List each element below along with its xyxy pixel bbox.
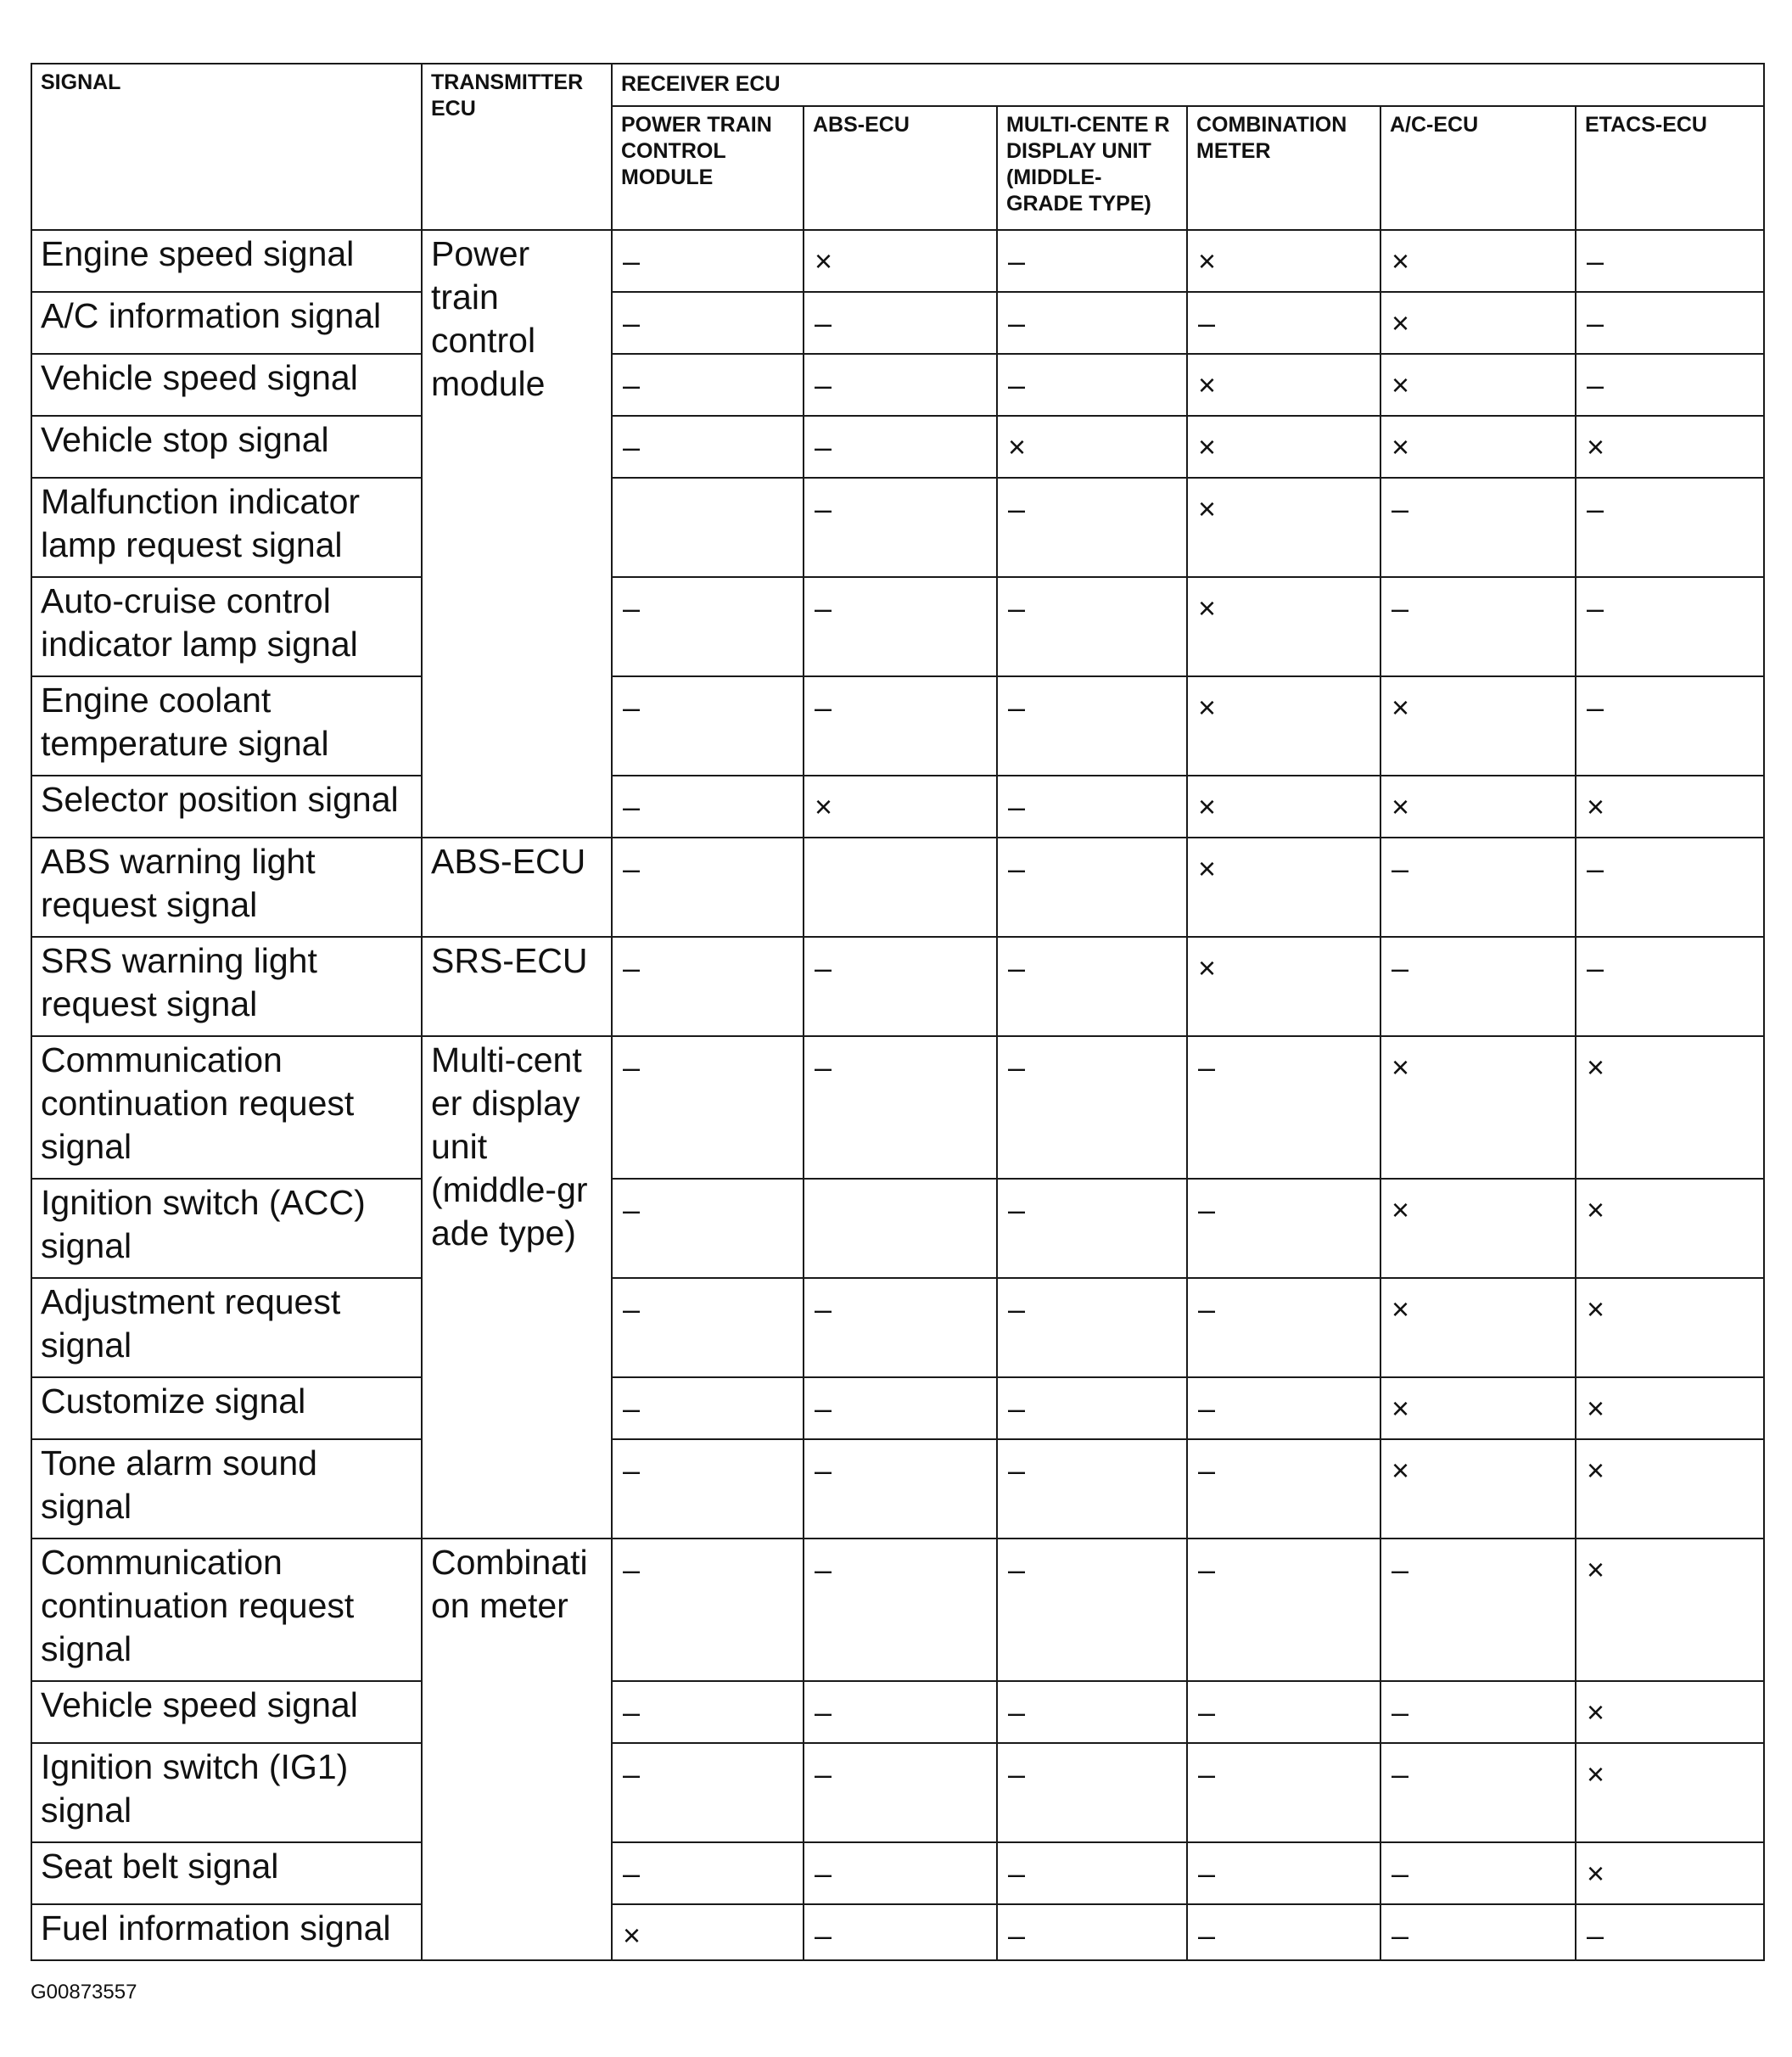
mark-cell: –: [804, 1904, 997, 1960]
mark-cell: –: [997, 1377, 1187, 1439]
mark-cell: –: [1187, 1439, 1380, 1539]
mark-cell: –: [997, 354, 1187, 416]
mark-cell: –: [1187, 1278, 1380, 1377]
mark-cell: ×: [1380, 230, 1576, 292]
mark-cell: –: [1380, 577, 1576, 676]
mark-cell: –: [612, 230, 804, 292]
mark-cell: –: [1576, 838, 1764, 937]
mark-cell: –: [804, 292, 997, 354]
signal-name: Selector position signal: [31, 776, 422, 838]
signal-name: SRS warning light request signal: [31, 937, 422, 1036]
mark-cell: –: [1380, 1842, 1576, 1904]
mark-cell: ×: [612, 1904, 804, 1960]
mark-cell: –: [1576, 1904, 1764, 1960]
mark-cell: ×: [1576, 1377, 1764, 1439]
mark-cell: –: [997, 1681, 1187, 1743]
mark-cell: –: [804, 478, 997, 577]
mark-cell: –: [1187, 1681, 1380, 1743]
mark-cell: ×: [1576, 1842, 1764, 1904]
table-row: [31, 1681, 1764, 1743]
mark-cell: ×: [1380, 354, 1576, 416]
signal-name: Ignition switch (ACC) signal: [31, 1179, 422, 1278]
signal-name: Customize signal: [31, 1377, 422, 1439]
mark-cell: –: [612, 1842, 804, 1904]
mark-cell: –: [1187, 1179, 1380, 1278]
mark-cell: –: [1576, 676, 1764, 776]
mark-cell: –: [612, 1377, 804, 1439]
signal-name: Seat belt signal: [31, 1842, 422, 1904]
mark-cell: ×: [1187, 838, 1380, 937]
mark-cell: –: [612, 676, 804, 776]
table-row: [31, 937, 1764, 1036]
mark-cell: –: [612, 1278, 804, 1377]
mark-cell: –: [997, 1278, 1187, 1377]
mark-cell: ×: [1380, 1439, 1576, 1539]
table-row: [31, 1842, 1764, 1904]
mark-cell: –: [1576, 230, 1764, 292]
mark-cell: ×: [1576, 1278, 1764, 1377]
mark-cell: –: [997, 1904, 1187, 1960]
mark-cell: –: [804, 1539, 997, 1681]
mark-cell: –: [1380, 478, 1576, 577]
table-row: [31, 1278, 1764, 1377]
table-row: [31, 230, 1764, 292]
mark-cell: –: [1576, 292, 1764, 354]
mark-cell: ×: [804, 230, 997, 292]
mark-cell: –: [997, 1842, 1187, 1904]
mark-cell: –: [997, 676, 1187, 776]
mark-cell: –: [1187, 1904, 1380, 1960]
table-row: [31, 577, 1764, 676]
mark-cell: –: [1576, 937, 1764, 1036]
signal-name: Adjustment request signal: [31, 1278, 422, 1377]
mark-cell: –: [1187, 1539, 1380, 1681]
mark-cell: ×: [1380, 676, 1576, 776]
mark-cell: –: [804, 937, 997, 1036]
mark-cell: [804, 838, 997, 937]
mark-cell: ×: [804, 776, 997, 838]
mark-cell: –: [804, 577, 997, 676]
signal-name: Ignition switch (IG1) signal: [31, 1743, 422, 1842]
mark-cell: –: [1576, 478, 1764, 577]
signal-name: Auto-cruise control indicator lamp signal: [31, 577, 422, 676]
mark-cell: ×: [1380, 776, 1576, 838]
mark-cell: ×: [1187, 776, 1380, 838]
mark-cell: ×: [1576, 776, 1764, 838]
mark-cell: ×: [1187, 416, 1380, 478]
table-row: [31, 838, 1764, 937]
header-receiver-multi-center-display: MULTI-CENTE R DISPLAY UNIT (MIDDLE-GRADE TYPE): [997, 106, 1187, 230]
mark-cell: –: [1187, 1036, 1380, 1179]
table-row: [31, 1179, 1764, 1278]
header-receiver-abs-ecu: ABS-ECU: [804, 106, 997, 230]
mark-cell: ×: [1576, 1681, 1764, 1743]
mark-cell: –: [997, 1743, 1187, 1842]
mark-cell: –: [1380, 1539, 1576, 1681]
signal-name: Vehicle stop signal: [31, 416, 422, 478]
signal-name: Fuel information signal: [31, 1904, 422, 1960]
table-row: [31, 776, 1764, 838]
mark-cell: –: [1380, 1904, 1576, 1960]
mark-cell: –: [804, 416, 997, 478]
mark-cell: –: [997, 1036, 1187, 1179]
mark-cell: –: [612, 1743, 804, 1842]
mark-cell: –: [997, 776, 1187, 838]
mark-cell: ×: [1576, 1539, 1764, 1681]
table-row: [31, 1377, 1764, 1439]
table-row: [31, 416, 1764, 478]
mark-cell: ×: [1187, 577, 1380, 676]
table-row: [31, 1539, 1764, 1681]
mark-cell: ×: [1187, 676, 1380, 776]
header-receiver-ptcm: POWER TRAIN CONTROL MODULE: [612, 106, 804, 230]
header-receiver-etacs-ecu: ETACS-ECU: [1576, 106, 1764, 230]
table-row: [31, 676, 1764, 776]
mark-cell: ×: [1380, 1278, 1576, 1377]
mark-cell: ×: [1187, 937, 1380, 1036]
signal-table: [31, 63, 1765, 1961]
mark-cell: –: [1380, 937, 1576, 1036]
mark-cell: ×: [1576, 1743, 1764, 1842]
mark-cell: –: [997, 1539, 1187, 1681]
mark-cell: –: [804, 1681, 997, 1743]
header-receiver-ac-ecu: A/C-ECU: [1380, 106, 1576, 230]
signal-name: Malfunction indicator lamp request signal: [31, 478, 422, 577]
mark-cell: –: [1187, 292, 1380, 354]
mark-cell: –: [997, 937, 1187, 1036]
mark-cell: –: [612, 354, 804, 416]
mark-cell: ×: [1380, 416, 1576, 478]
signal-name: Engine coolant temperature signal: [31, 676, 422, 776]
header-transmitter-ecu: TRANSMITTER ECU: [422, 64, 612, 230]
mark-cell: –: [612, 1439, 804, 1539]
mark-cell: –: [612, 1681, 804, 1743]
mark-cell: ×: [1576, 1179, 1764, 1278]
mark-cell: –: [612, 1539, 804, 1681]
transmitter-cell: Combinati on meter: [422, 1539, 612, 1960]
mark-cell: –: [804, 1743, 997, 1842]
mark-cell: –: [612, 937, 804, 1036]
mark-cell: –: [1380, 1743, 1576, 1842]
transmitter-cell: Multi-cent er display unit (middle-gr ade type): [422, 1036, 612, 1539]
mark-cell: ×: [1380, 1377, 1576, 1439]
mark-cell: –: [804, 1842, 997, 1904]
table-row: [31, 1743, 1764, 1842]
signal-name: ABS warning light request signal: [31, 838, 422, 937]
mark-cell: –: [997, 478, 1187, 577]
mark-cell: –: [1187, 1377, 1380, 1439]
mark-cell: –: [997, 1179, 1187, 1278]
mark-cell: ×: [1576, 1036, 1764, 1179]
mark-cell: –: [612, 292, 804, 354]
table-row: [31, 478, 1764, 577]
mark-cell: [804, 1179, 997, 1278]
signal-name: Engine speed signal: [31, 230, 422, 292]
mark-cell: –: [804, 1439, 997, 1539]
table-row: [31, 1904, 1764, 1960]
mark-cell: –: [612, 776, 804, 838]
mark-cell: –: [612, 577, 804, 676]
mark-cell: –: [612, 416, 804, 478]
mark-cell: [612, 478, 804, 577]
mark-cell: –: [997, 577, 1187, 676]
table-row: [31, 1036, 1764, 1179]
signal-name: Tone alarm sound signal: [31, 1439, 422, 1539]
mark-cell: –: [612, 838, 804, 937]
mark-cell: –: [997, 1439, 1187, 1539]
mark-cell: ×: [1187, 478, 1380, 577]
signal-name: Vehicle speed signal: [31, 354, 422, 416]
table-row: [31, 1439, 1764, 1539]
mark-cell: –: [1187, 1842, 1380, 1904]
mark-cell: –: [1187, 1743, 1380, 1842]
mark-cell: –: [804, 676, 997, 776]
transmitter-cell: SRS-ECU: [422, 937, 612, 1036]
mark-cell: ×: [1576, 416, 1764, 478]
mark-cell: –: [612, 1179, 804, 1278]
mark-cell: ×: [1187, 354, 1380, 416]
mark-cell: ×: [1576, 1439, 1764, 1539]
mark-cell: –: [804, 354, 997, 416]
mark-cell: –: [997, 230, 1187, 292]
mark-cell: ×: [1380, 1179, 1576, 1278]
mark-cell: –: [997, 292, 1187, 354]
mark-cell: –: [1576, 354, 1764, 416]
signal-name: Communication continuation request signal: [31, 1036, 422, 1179]
mark-cell: –: [1576, 577, 1764, 676]
mark-cell: ×: [1380, 292, 1576, 354]
header-receiver-combination-meter: COMBINATION METER: [1187, 106, 1380, 230]
transmitter-cell: Power train control module: [422, 230, 612, 838]
mark-cell: ×: [997, 416, 1187, 478]
mark-cell: –: [1380, 838, 1576, 937]
mark-cell: ×: [1187, 230, 1380, 292]
mark-cell: ×: [1380, 1036, 1576, 1179]
mark-cell: –: [804, 1278, 997, 1377]
signal-name: A/C information signal: [31, 292, 422, 354]
mark-cell: –: [1380, 1681, 1576, 1743]
header-receiver-ecu: RECEIVER ECU: [612, 64, 1764, 106]
header-signal: SIGNAL: [31, 64, 422, 230]
table-row: [31, 354, 1764, 416]
mark-cell: –: [804, 1377, 997, 1439]
mark-cell: –: [612, 1036, 804, 1179]
mark-cell: –: [997, 838, 1187, 937]
signal-name: Communication continuation request signal: [31, 1539, 422, 1681]
transmitter-cell: ABS-ECU: [422, 838, 612, 937]
figure-id: G00873557: [31, 1981, 137, 2004]
signal-name: Vehicle speed signal: [31, 1681, 422, 1743]
table-row: [31, 292, 1764, 354]
mark-cell: –: [804, 1036, 997, 1179]
